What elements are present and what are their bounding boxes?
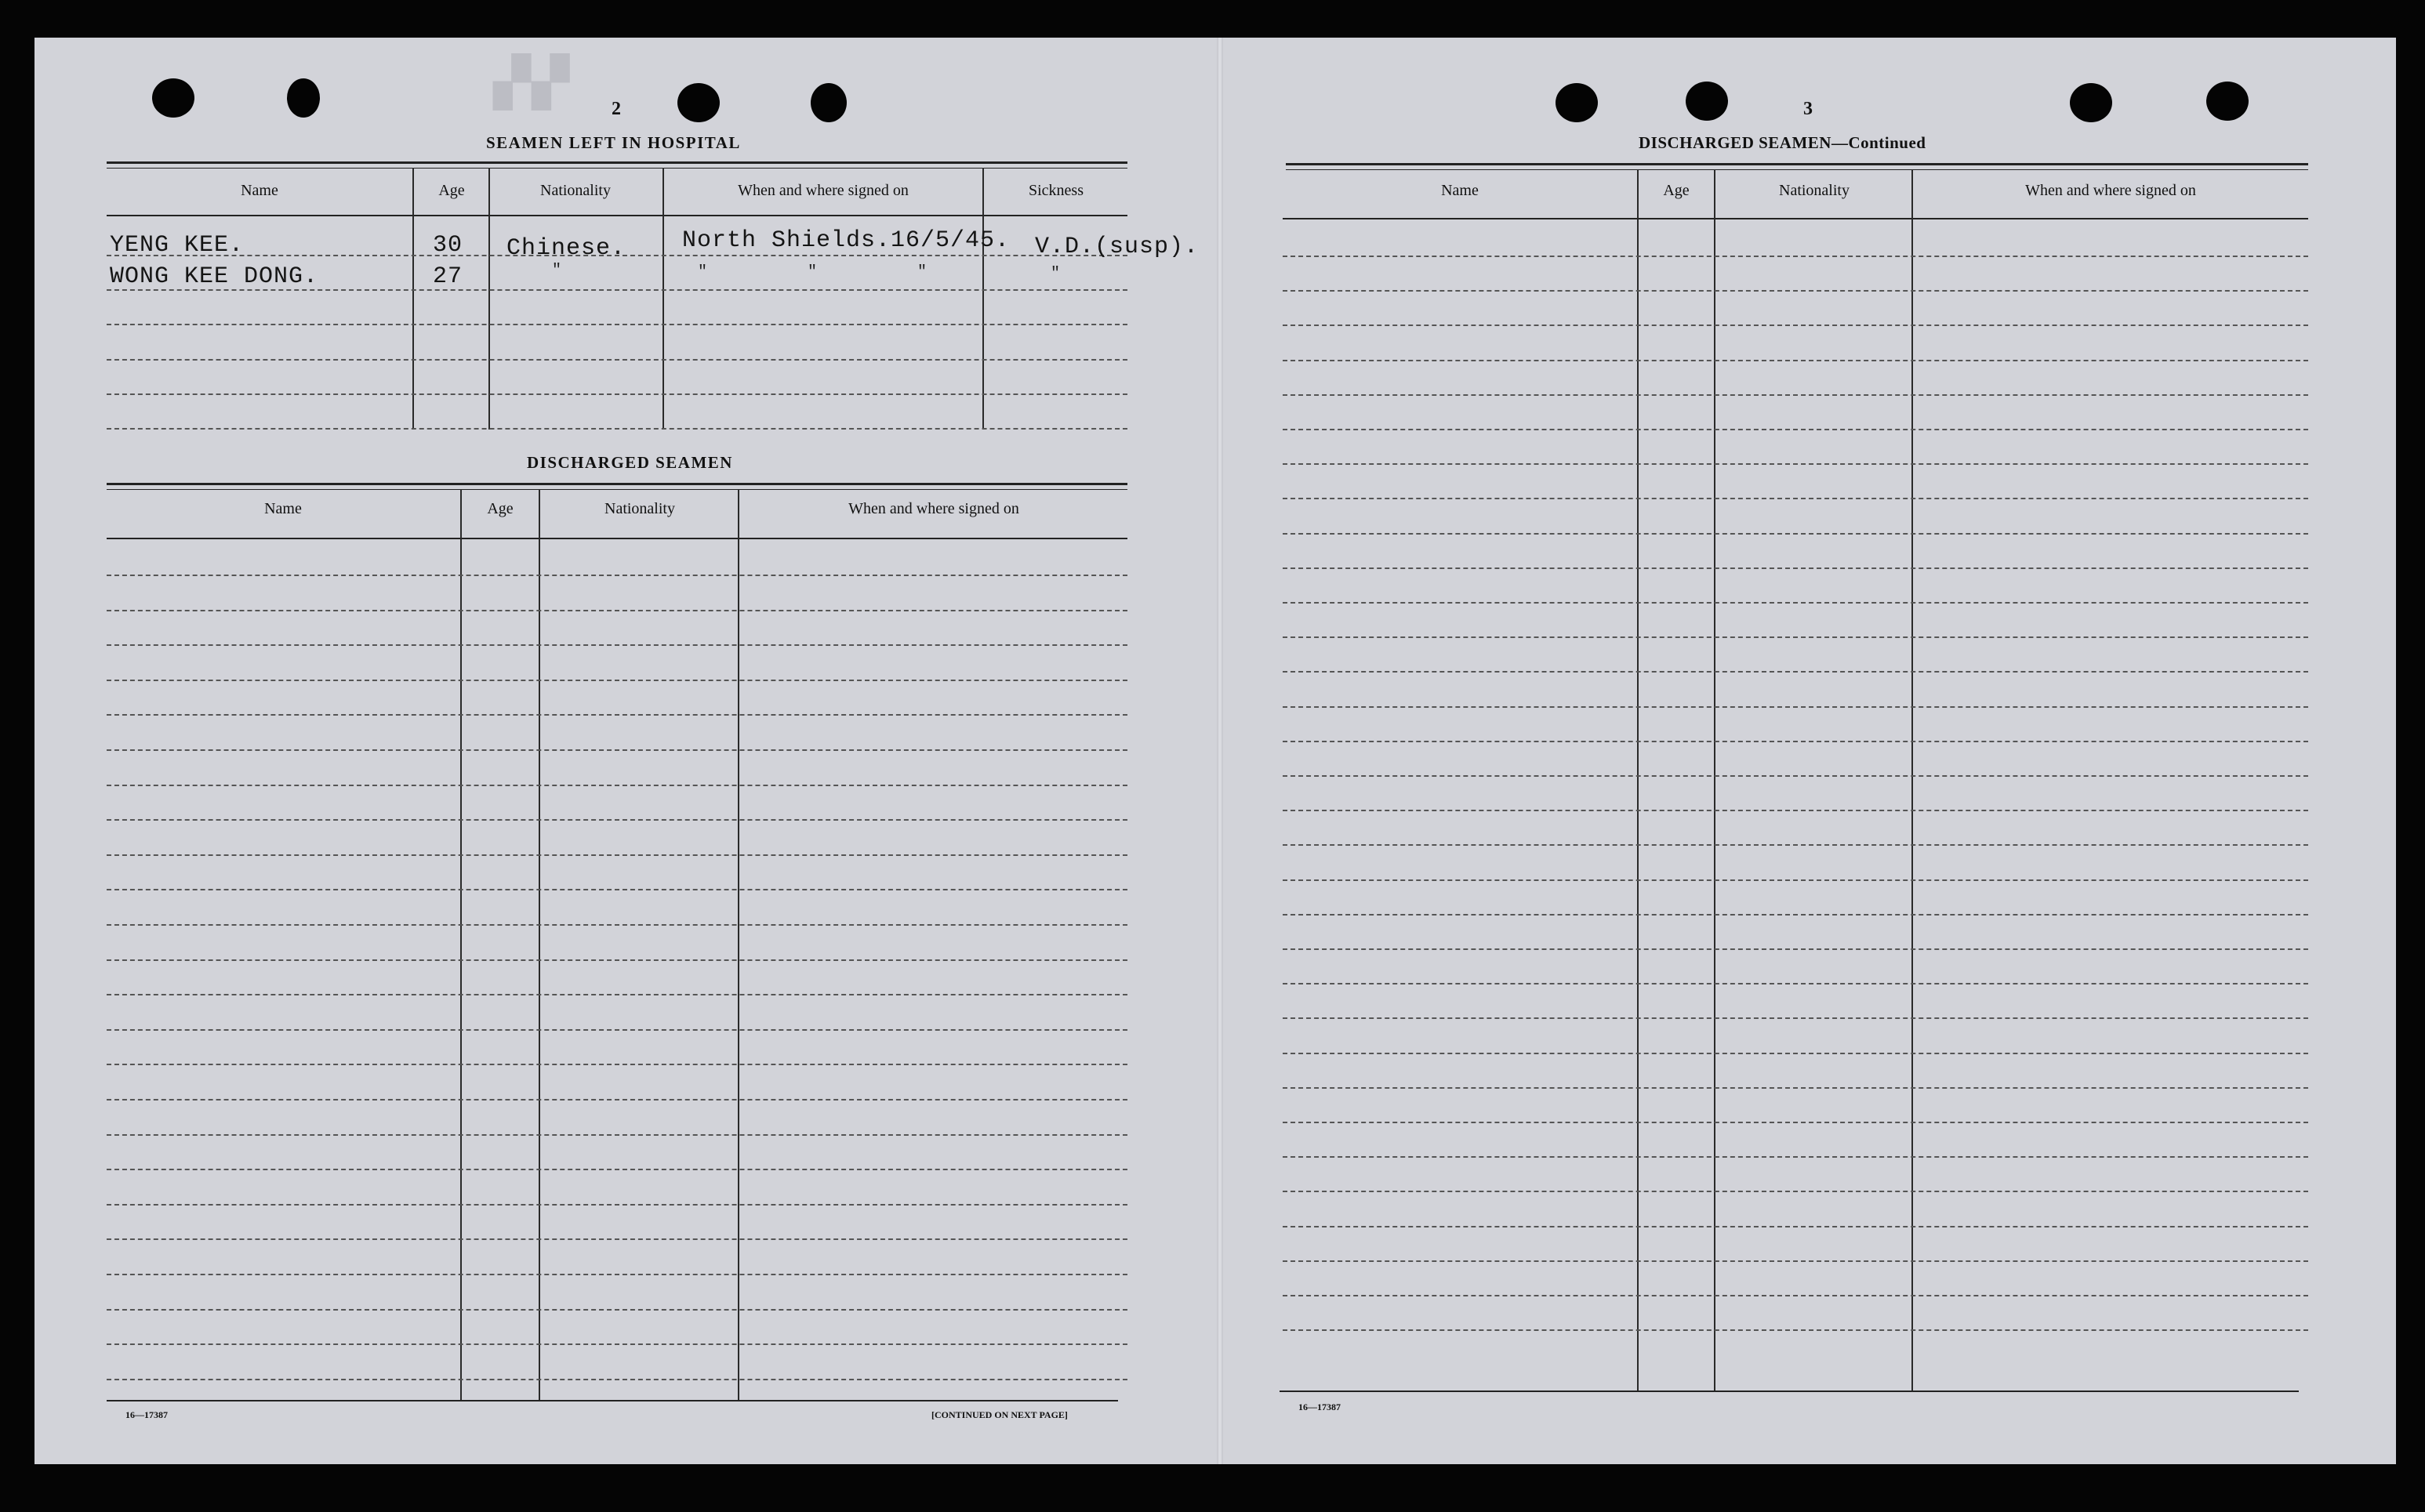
hospital-top-rule-thin	[107, 168, 1127, 169]
punch-hole	[287, 78, 320, 118]
punch-hole	[1686, 82, 1728, 121]
column-divider	[982, 168, 984, 430]
entry-line	[1283, 741, 2308, 742]
entry-line	[107, 994, 1127, 995]
hospital-row-2-signed-on: " " "	[698, 263, 934, 281]
entry-line	[107, 1064, 1127, 1065]
entry-line	[1283, 463, 2308, 465]
discharged-continued-title: DISCHARGED SEAMEN—Continued	[1639, 133, 1926, 152]
entry-line	[107, 714, 1127, 716]
hospital-row-1-name: YENG KEE.	[110, 232, 245, 259]
column-header-signed-on: When and where signed on	[848, 500, 1019, 517]
discharged-header-rule	[107, 538, 1127, 539]
discharged-top-rule	[107, 483, 1127, 485]
hospital-top-rule	[107, 161, 1127, 164]
column-header-age: Age	[487, 500, 514, 517]
column-header-nationality: Nationality	[540, 182, 611, 199]
discharged-top-rule-thin	[107, 489, 1127, 490]
entry-line	[1283, 1329, 2308, 1331]
entry-line	[1283, 706, 2308, 708]
hospital-row-2-name: WONG KEE DONG.	[110, 263, 319, 290]
entry-line	[107, 889, 1127, 890]
page-number: 3	[1803, 99, 1813, 119]
entry-line	[1283, 533, 2308, 535]
punch-hole	[2070, 83, 2112, 122]
entry-line	[107, 1099, 1127, 1100]
entry-line	[1283, 844, 2308, 846]
column-header-name: Name	[1441, 182, 1479, 199]
entry-line	[107, 785, 1127, 786]
entry-line	[107, 1238, 1127, 1240]
punch-hole	[1556, 83, 1598, 122]
continued-note: [CONTINUED ON NEXT PAGE]	[931, 1409, 1068, 1420]
entry-line	[107, 644, 1127, 646]
entry-line	[107, 359, 1127, 361]
right-page	[1220, 38, 2396, 1464]
punch-hole	[2206, 82, 2249, 121]
hospital-row-2-nationality: "	[552, 262, 562, 280]
hospital-row-1-nationality: Chinese.	[506, 235, 626, 262]
page-fold	[1217, 38, 1223, 1464]
entry-line	[1283, 636, 2308, 638]
column-divider	[460, 489, 462, 1400]
discharged-section-title: DISCHARGED SEAMEN	[527, 453, 733, 472]
column-divider	[1714, 169, 1715, 1392]
hospital-row-2-age: 27	[433, 263, 463, 290]
entry-line	[107, 1029, 1127, 1031]
entry-line	[1283, 671, 2308, 673]
entry-line	[107, 610, 1127, 611]
entry-line	[107, 680, 1127, 681]
entry-line	[1283, 1226, 2308, 1227]
entry-line	[1283, 1053, 2308, 1054]
discharged-bottom-rule	[107, 1400, 1118, 1401]
punch-hole	[677, 83, 720, 122]
column-header-sickness: Sickness	[1029, 182, 1084, 199]
column-header-nationality: Nationality	[604, 500, 675, 517]
entry-line	[107, 924, 1127, 926]
entry-line	[1283, 810, 2308, 811]
entry-line	[1283, 360, 2308, 361]
entry-line	[107, 428, 1127, 430]
entry-line	[1283, 775, 2308, 777]
form-number: 16—17387	[125, 1409, 168, 1420]
entry-line	[1283, 1087, 2308, 1089]
entry-line	[1283, 602, 2308, 604]
entry-line	[1283, 290, 2308, 292]
entry-line	[1283, 1260, 2308, 1262]
page-number: 2	[612, 99, 621, 119]
entry-line	[1283, 256, 2308, 257]
continued-top-rule-thin	[1286, 169, 2308, 170]
entry-line	[107, 1379, 1127, 1380]
entry-line	[1283, 948, 2308, 950]
entry-line	[107, 1169, 1127, 1170]
column-divider	[1637, 169, 1639, 1392]
continued-bottom-rule	[1280, 1391, 2299, 1392]
entry-line	[107, 1274, 1127, 1275]
column-divider	[738, 489, 739, 1400]
hospital-row-1-age: 30	[433, 232, 463, 259]
entry-line	[1283, 567, 2308, 569]
continued-header-rule	[1283, 218, 2308, 219]
entry-line	[1283, 394, 2308, 396]
entry-line	[1283, 1191, 2308, 1192]
entry-line	[107, 1309, 1127, 1311]
hospital-row-1-sickness: V.D.(susp).	[1035, 234, 1200, 260]
bleed-through-mark: ▞▞	[494, 56, 572, 108]
punch-hole	[152, 78, 194, 118]
column-header-signed-on: When and where signed on	[738, 182, 909, 199]
entry-line	[1283, 914, 2308, 916]
column-divider	[539, 489, 540, 1400]
column-header-age: Age	[438, 182, 465, 199]
column-header-name: Name	[241, 182, 278, 199]
entry-line	[107, 575, 1127, 576]
hospital-section-title: SEAMEN LEFT IN HOSPITAL	[486, 133, 741, 152]
entry-line	[107, 1343, 1127, 1345]
entry-line	[107, 959, 1127, 961]
entry-line	[1283, 879, 2308, 881]
entry-line	[107, 854, 1127, 856]
column-divider	[663, 168, 664, 430]
entry-line	[107, 324, 1127, 325]
entry-line	[107, 749, 1127, 751]
column-divider	[488, 168, 490, 430]
entry-line	[1283, 983, 2308, 984]
entry-line	[1283, 1295, 2308, 1296]
column-header-nationality: Nationality	[1779, 182, 1850, 199]
column-header-signed-on: When and where signed on	[2025, 182, 2196, 199]
hospital-row-1-signed-on: North Shields.16/5/45.	[682, 227, 1011, 254]
entry-line	[1283, 325, 2308, 326]
entry-line	[1283, 1017, 2308, 1019]
entry-line	[107, 819, 1127, 821]
column-divider	[1911, 169, 1913, 1392]
entry-line	[107, 1204, 1127, 1206]
entry-line	[1283, 1122, 2308, 1123]
hospital-header-rule	[107, 215, 1127, 216]
column-header-age: Age	[1663, 182, 1690, 199]
entry-line	[107, 393, 1127, 395]
entry-line	[1283, 1156, 2308, 1158]
entry-line	[1283, 498, 2308, 499]
column-divider	[412, 168, 414, 430]
form-number: 16—17387	[1298, 1401, 1341, 1412]
continued-top-rule	[1286, 163, 2308, 165]
punch-hole	[811, 83, 847, 122]
entry-line	[107, 1134, 1127, 1136]
column-header-name: Name	[264, 500, 302, 517]
entry-line	[1283, 429, 2308, 430]
hospital-row-2-sickness: "	[1051, 265, 1061, 283]
